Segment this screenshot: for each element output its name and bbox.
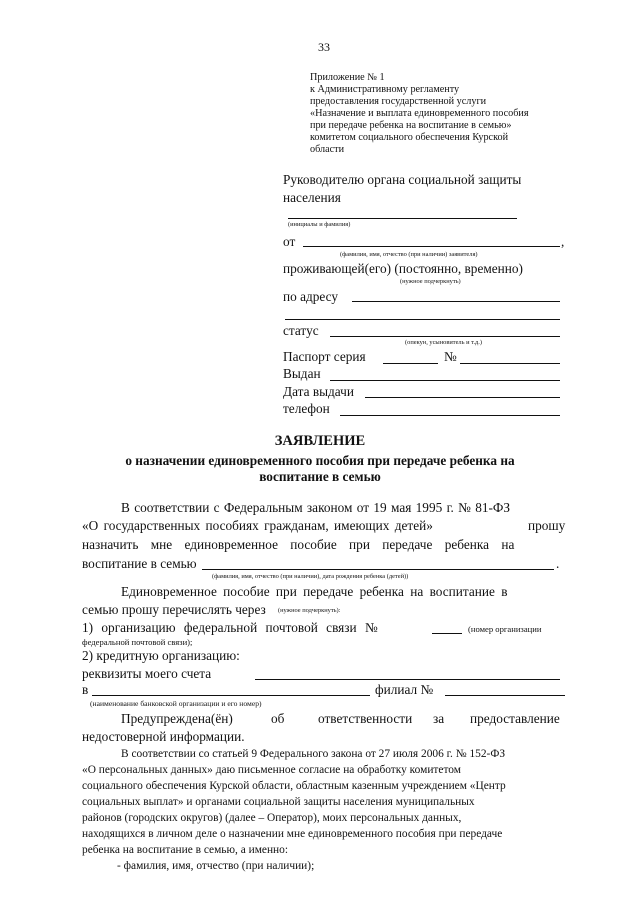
consent-line: «О персональных данных» даю письменное согласие на обработку комитетом: [82, 764, 461, 776]
phone-field[interactable]: [340, 415, 560, 416]
option-1-text: 1) организацию федеральной почтовой связи №: [82, 620, 378, 635]
status-field[interactable]: [330, 336, 560, 337]
consent-line: - фамилия, имя, отчество (при наличии);: [117, 860, 315, 872]
consent-line: В соответствии со статьей 9 Федерального закона от 27 июля 2006 г. № 152-ФЗ: [121, 748, 506, 760]
paragraph-1-line-2-end: прошу: [528, 518, 566, 533]
paragraph-1-line-4: воспитание в семью: [82, 556, 197, 571]
applicant-name-field[interactable]: [303, 246, 560, 247]
appendix-line: к Административному регламенту: [310, 84, 460, 95]
issued-field[interactable]: [330, 380, 560, 381]
applicant-hint: (фамилия, имя, отчество (при наличии) заявителя): [340, 251, 478, 258]
bank-hint: (наименование банковской организации и его номер): [90, 699, 262, 708]
initials-hint: (инициалы и фамилия): [288, 221, 351, 228]
document-subtitle-1: о назначении единовременного пособия при передаче ребенка на: [125, 453, 515, 468]
paragraph-2-line-1: Единовременное пособие при передаче ребенка на воспитание в: [121, 584, 508, 599]
from-comma: ,: [561, 234, 565, 249]
appendix-line: Приложение № 1: [310, 72, 385, 83]
consent-line: социального обеспечения Курской области, областным казенным учреждением «Центр: [82, 780, 506, 792]
warning-word-3: ответственности: [318, 711, 413, 726]
account-label: реквизиты моего счета: [82, 666, 212, 681]
option-1-hint-2: федеральной почтовой связи);: [82, 637, 193, 647]
address-label: по адресу: [283, 289, 339, 304]
issued-label: Выдан: [283, 366, 321, 381]
appendix-line: «Назначение и выплата единовременного пособия: [310, 108, 529, 119]
consent-line: районов (городских округов) (далее – Оператор), моих персональных данных,: [82, 812, 462, 824]
passport-series-field[interactable]: [383, 363, 438, 364]
status-label: статус: [283, 323, 319, 338]
address-field[interactable]: [352, 301, 560, 302]
issue-date-field[interactable]: [365, 397, 560, 398]
residing-hint: (нужное подчеркнуть): [400, 278, 461, 285]
recipient-line-2: населения: [283, 190, 341, 205]
document-subtitle-2: воспитание в семью: [259, 469, 381, 484]
residing-label: проживающей(его) (постоянно, временно): [283, 261, 523, 276]
option-1-hint: (номер организации: [468, 624, 542, 634]
warning-word-1: Предупреждена(ён): [121, 711, 233, 726]
consent-line: ребенка на воспитание в семью, а именно:: [82, 844, 289, 856]
appendix-line: области: [310, 144, 345, 155]
branch-label: филиал №: [375, 682, 434, 697]
issue-date-label: Дата выдачи: [283, 384, 354, 399]
option-2-text: 2) кредитную организацию:: [82, 648, 240, 663]
paragraph-1-line-2: «О государственных пособиях гражданам, имеющих детей»: [82, 518, 433, 533]
paragraph-1-period: .: [556, 556, 560, 571]
bank-in-label: в: [82, 682, 89, 697]
paragraph-1-line-3: назначить мне единовременное пособие при передаче ребенка на: [82, 537, 515, 552]
consent-line: находящихся в личном деле о назначении мне единовременного пособия при передаче: [82, 828, 503, 840]
child-info-hint: (фамилия, имя, отчество (при наличии), дата рождения ребенка (детей)): [212, 573, 409, 580]
status-hint: (опекун, усыновитель и т.д.): [405, 339, 483, 346]
consent-line: социальных выплат» и органами социальной защиты населения муниципальных: [82, 796, 475, 808]
address-field-2[interactable]: [285, 319, 560, 320]
paragraph-2-line-2: семью прошу перечислять через: [82, 602, 266, 617]
appendix-line: предоставления государственной услуги: [310, 96, 487, 107]
paragraph-2-hint: (нужное подчеркнуть):: [278, 607, 341, 614]
appendix-line: комитетом социального обеспечения Курской: [310, 132, 509, 143]
bank-name-field[interactable]: [92, 695, 370, 696]
branch-number-field[interactable]: [445, 695, 565, 696]
passport-number-field[interactable]: [460, 363, 560, 364]
warning-word-4: за: [433, 711, 445, 726]
from-label: от: [283, 234, 296, 249]
warning-word-5: предоставление: [470, 711, 560, 726]
document-title: ЗАЯВЛЕНИЕ: [274, 433, 366, 449]
account-field[interactable]: [255, 679, 560, 680]
appendix-line: при передаче ребенка на воспитание в семью»: [310, 120, 512, 131]
child-info-field[interactable]: [202, 569, 554, 570]
warning-word-2: об: [271, 711, 285, 726]
passport-number-label: №: [444, 349, 457, 364]
phone-label: телефон: [283, 401, 330, 416]
page-number: 33: [318, 40, 330, 54]
warning-line-2: недостоверной информации.: [82, 729, 245, 744]
post-office-number-field[interactable]: [432, 633, 462, 634]
passport-label: Паспорт серия: [283, 349, 366, 364]
initials-field[interactable]: [288, 218, 517, 219]
paragraph-1-line-1: В соответствии с Федеральным законом от 19 мая 1995 г. № 81-ФЗ: [121, 500, 511, 515]
recipient-line-1: Руководителю органа социальной защиты: [283, 172, 522, 187]
